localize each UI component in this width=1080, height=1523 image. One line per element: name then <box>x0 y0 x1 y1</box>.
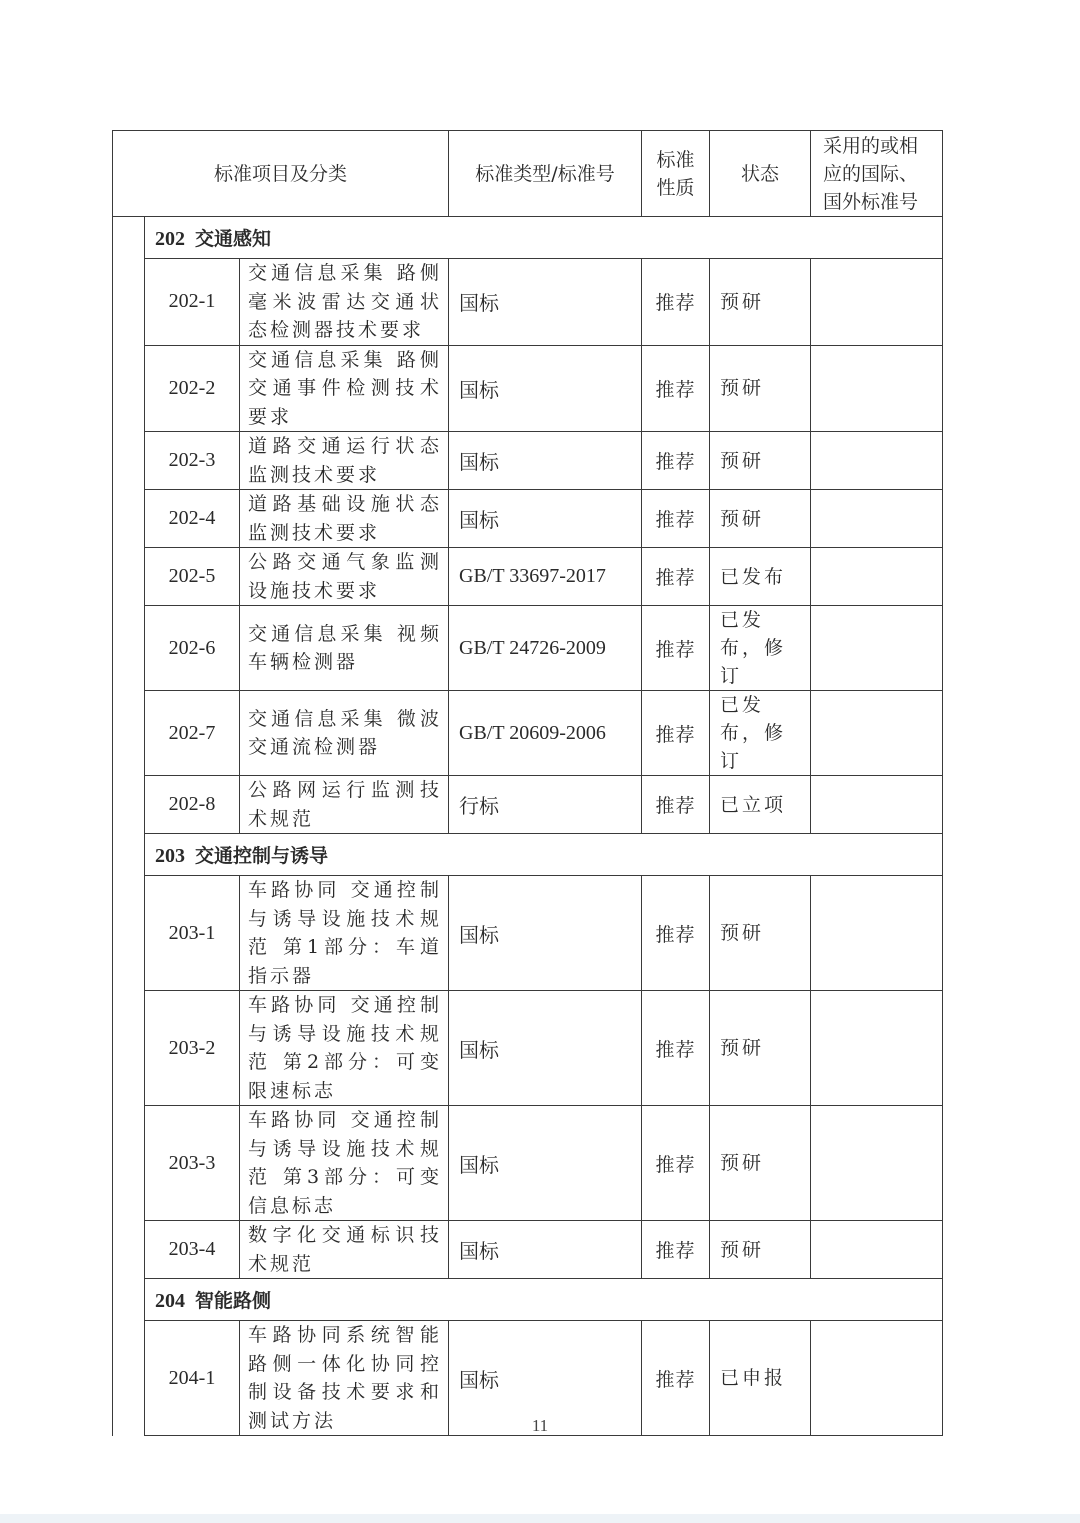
standard-name-cell: 数字化交通标识技术规范 <box>240 1221 449 1279</box>
standard-nature-cell: 推荐 <box>642 259 710 346</box>
table-row <box>113 548 943 606</box>
section-code: 202 <box>155 228 185 250</box>
standard-nature-cell: 推荐 <box>642 876 710 991</box>
standard-name-cell: 车路协同 交通控制与诱导设施技术规范 第3部分：可变信息标志 <box>240 1106 449 1221</box>
standard-type-cell: 国标 <box>449 876 642 991</box>
standard-name-cell: 公路交通气象监测设施技术要求 <box>240 548 449 606</box>
standard-type-cell: GB/T 24726-2009 <box>449 606 642 691</box>
standard-nature-cell: 推荐 <box>642 1106 710 1221</box>
section-heading <box>145 217 943 259</box>
standard-number-cell: 203-4 <box>145 1221 240 1279</box>
section-row <box>113 1279 943 1321</box>
standard-number-cell: 202-5 <box>145 548 240 606</box>
standard-name-cell: 道路基础设施状态监测技术要求 <box>240 490 449 548</box>
standard-status-cell: 预研 <box>710 345 811 432</box>
standard-number-cell: 203-3 <box>145 1106 240 1221</box>
standard-nature-cell: 推荐 <box>642 776 710 834</box>
standard-status-cell: 已发布，修订 <box>710 606 811 691</box>
section-heading <box>145 834 943 876</box>
table-header-row <box>113 131 943 217</box>
standard-type-cell: 国标 <box>449 432 642 490</box>
header-type: 标准类型/标准号 <box>449 131 642 217</box>
table-row <box>113 345 943 432</box>
standard-nature-cell: 推荐 <box>642 991 710 1106</box>
standard-status-cell: 已申报 <box>710 1321 811 1436</box>
table-row <box>113 259 943 346</box>
standard-nature-cell: 推荐 <box>642 490 710 548</box>
standard-number-cell: 202-1 <box>145 259 240 346</box>
standard-number-cell: 202-8 <box>145 776 240 834</box>
standard-number-cell: 202-7 <box>145 691 240 776</box>
standard-status-cell: 已立项 <box>710 776 811 834</box>
standard-type-cell: 国标 <box>449 490 642 548</box>
section-title: 交通控制与诱导 <box>195 845 329 867</box>
standard-status-cell: 已发布，修订 <box>710 691 811 776</box>
standard-name-cell: 公路网运行监测技术规范 <box>240 776 449 834</box>
intl-standard-cell <box>811 490 943 548</box>
page-number: 11 <box>531 1416 549 1435</box>
standard-type-cell: 国标 <box>449 991 642 1106</box>
left-gutter-column <box>113 217 145 1436</box>
intl-standard-cell <box>811 991 943 1106</box>
standard-status-cell: 预研 <box>710 490 811 548</box>
standard-type-cell: 国标 <box>449 1321 642 1436</box>
table-row <box>113 876 943 991</box>
intl-standard-cell <box>811 345 943 432</box>
standard-status-cell: 已发布 <box>710 548 811 606</box>
section-row <box>113 834 943 876</box>
intl-standard-cell <box>811 432 943 490</box>
standard-name-cell: 车路协同 交通控制与诱导设施技术规范 第1部分：车道指示器 <box>240 876 449 991</box>
intl-standard-cell <box>811 1106 943 1221</box>
header-intl: 采用的或相应的国际、国外标准号 <box>811 131 943 217</box>
standard-nature-cell: 推荐 <box>642 1221 710 1279</box>
section-title: 交通感知 <box>195 228 272 250</box>
header-status: 状态 <box>710 131 811 217</box>
standard-nature-cell: 推荐 <box>642 1321 710 1436</box>
intl-standard-cell <box>811 259 943 346</box>
standard-nature-cell: 推荐 <box>642 548 710 606</box>
table-row <box>113 1106 943 1221</box>
section-heading <box>145 1279 943 1321</box>
standard-name-cell: 交通信息采集 视频车辆检测器 <box>240 606 449 691</box>
section-row <box>113 217 943 259</box>
table-row <box>113 432 943 490</box>
standard-type-cell: 国标 <box>449 345 642 432</box>
standard-number-cell: 202-4 <box>145 490 240 548</box>
standard-name-cell: 车路协同系统智能路侧一体化协同控制设备技术要求和测试方法 <box>240 1321 449 1436</box>
standards-table <box>112 130 943 1436</box>
standard-number-cell: 203-1 <box>145 876 240 991</box>
standard-type-cell: GB/T 20609-2006 <box>449 691 642 776</box>
header-nature: 标准性质 <box>642 131 710 217</box>
table-row <box>113 1221 943 1279</box>
standard-name-cell: 道路交通运行状态监测技术要求 <box>240 432 449 490</box>
intl-standard-cell <box>811 1221 943 1279</box>
table-row <box>113 776 943 834</box>
standard-type-cell: GB/T 33697-2017 <box>449 548 642 606</box>
standard-status-cell: 预研 <box>710 432 811 490</box>
intl-standard-cell <box>811 776 943 834</box>
standard-name-cell: 交通信息采集 微波交通流检测器 <box>240 691 449 776</box>
standard-status-cell: 预研 <box>710 1106 811 1221</box>
standard-status-cell: 预研 <box>710 1221 811 1279</box>
standard-type-cell: 行标 <box>449 776 642 834</box>
standard-name-cell: 车路协同 交通控制与诱导设施技术规范 第2部分：可变限速标志 <box>240 991 449 1106</box>
table-row <box>113 691 943 776</box>
section-code: 204 <box>155 1290 185 1312</box>
standard-type-cell: 国标 <box>449 1221 642 1279</box>
standard-type-cell: 国标 <box>449 1106 642 1221</box>
intl-standard-cell <box>811 876 943 991</box>
standard-nature-cell: 推荐 <box>642 345 710 432</box>
standard-type-cell: 国标 <box>449 259 642 346</box>
table-row <box>113 606 943 691</box>
section-code: 203 <box>155 845 185 867</box>
standard-name-cell: 交通信息采集 路侧交通事件检测技术要求 <box>240 345 449 432</box>
table-row <box>113 490 943 548</box>
intl-standard-cell <box>811 691 943 776</box>
standard-status-cell: 预研 <box>710 876 811 991</box>
standard-name-cell: 交通信息采集 路侧毫米波雷达交通状态检测器技术要求 <box>240 259 449 346</box>
standard-status-cell: 预研 <box>710 991 811 1106</box>
page-bottom-edge <box>0 1514 1080 1523</box>
intl-standard-cell <box>811 548 943 606</box>
standard-status-cell: 预研 <box>710 259 811 346</box>
standard-number-cell: 202-6 <box>145 606 240 691</box>
standard-number-cell: 202-3 <box>145 432 240 490</box>
standard-number-cell: 202-2 <box>145 345 240 432</box>
standard-number-cell: 204-1 <box>145 1321 240 1436</box>
table-body <box>113 217 943 1436</box>
standard-number-cell: 203-2 <box>145 991 240 1106</box>
section-title: 智能路侧 <box>195 1290 272 1312</box>
table-row <box>113 991 943 1106</box>
header-item: 标准项目及分类 <box>113 131 449 217</box>
standard-nature-cell: 推荐 <box>642 606 710 691</box>
standard-nature-cell: 推荐 <box>642 691 710 776</box>
standard-nature-cell: 推荐 <box>642 432 710 490</box>
intl-standard-cell <box>811 606 943 691</box>
